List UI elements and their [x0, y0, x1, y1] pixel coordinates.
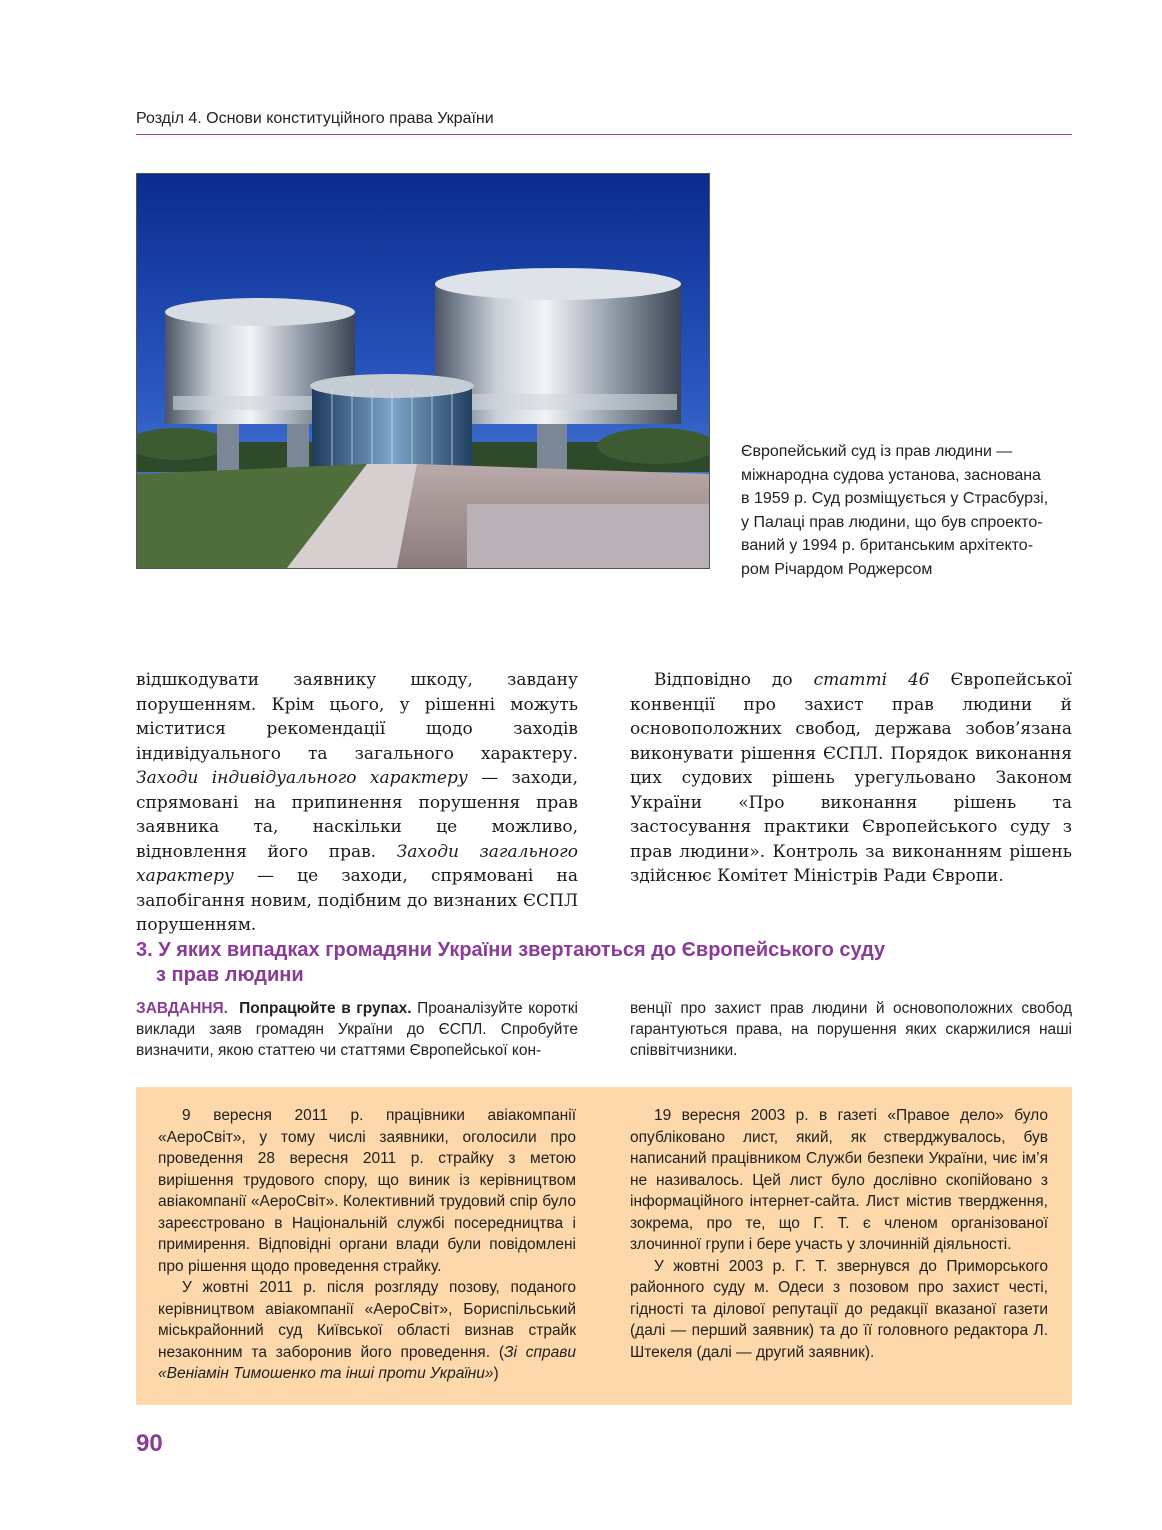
case-summary-right — [630, 1105, 1048, 1363]
task-text-right: венції про захист прав людини й основоположних свобод гарантуються права, на порушення яких скаржилися наші співвітчизники. — [630, 1000, 1072, 1059]
page-number: 90 — [136, 1430, 163, 1457]
body-text: Європейської конвенції про захист прав людини й основоположних свобод, держава зобов’язана виконувати рішення ЄСПЛ. Порядок виконання цих судових рішень урегульовано Законом України «Про виконання рішень та застосування практики Європейського суду з прав людини». Контроль за виконанням рішень здійснює Комітет Міністрів Ради Європи. — [630, 670, 1072, 886]
caption-line: міжнародна судова установа, заснована — [741, 466, 1041, 484]
caption-line: ваний у 1994 р. британським архітекто- — [741, 537, 1034, 554]
case-summaries-box — [136, 1087, 1072, 1405]
caption-line: у Палаці прав людини, що був спроекто- — [741, 513, 1043, 531]
running-header: Розділ 4. Основи конституційного права України — [136, 110, 1072, 135]
section-heading — [136, 938, 1072, 988]
body-text: Відповідно до — [654, 670, 814, 690]
task-instruction: Попрацюйте в групах. — [239, 1000, 412, 1017]
case-source: Зі справи «Веніамін Тимошенко та інші проти України» — [158, 1343, 576, 1382]
task-label: ЗАВДАННЯ. — [136, 1000, 228, 1017]
case-paragraph — [158, 1277, 576, 1385]
caption-line: в 1959 р. Суд розміщується у Страсбурзі, — [741, 490, 1049, 507]
case-text: ) — [493, 1365, 499, 1382]
case-summary-left — [158, 1105, 576, 1385]
case-paragraph: 9 вересня 2011 р. працівники авіакомпанії «АероСвіт», у тому числі заявники, оголосили про проведення 28 вересня 2011 р. страйку з метою вирішення трудового спору, що виник із керівництвом авіакомпанії «АероСвіт». Колективний трудовий спір було зареєстровано в Національній службі посередництва і примирення. Відповідні органи влади були повідомлені про рішення щодо проведення страйку. — [158, 1107, 576, 1275]
caption-line: Європейський суд із прав людини — — [741, 443, 1013, 460]
photo-caption — [741, 440, 1071, 581]
term-article-46: статті 46 — [813, 670, 930, 690]
section-heading-line: з прав людини — [156, 964, 304, 986]
body-text: — це заходи, спрямовані на запобігання новим, подібним до визнаних ЄСПЛ порушенням. — [136, 866, 578, 935]
term-general-measures: Заходи загального характеру — [136, 841, 578, 886]
term-individual-measures: Заходи індивідуального характеру — [136, 768, 468, 788]
body-column-left — [136, 668, 578, 938]
task-text: Проаналізуйте короткі виклади заяв громадян України до ЄСПЛ. Спробуйте визначити, якою статтею чи статтями Європейської кон- — [136, 1000, 578, 1059]
case-text: У жовтні 2011 р. після розгляду позову, поданого керівництвом авіакомпанії «АероСвіт», Бориспільський міськрайонний суд Київської області визнав страйк незаконним та заборонив його проведення. ( — [158, 1279, 576, 1361]
body-text: відшкодувати заявнику шкоду, завдану порушенням. Крім цього, у рішенні можуть міститися рекомендації щодо заходів індивідуального та загального характеру. — [136, 670, 578, 764]
caption-line: ром Річардом Роджерсом — [741, 560, 933, 578]
body-paragraph — [136, 668, 578, 938]
body-text: — заходи, спрямовані на припинення порушення прав заявника та, наскільки це можливо, відновлення його прав. — [136, 768, 578, 862]
court-building-photo — [136, 173, 710, 569]
body-paragraph — [630, 668, 1072, 889]
case-paragraph: 19 вересня 2003 р. в газеті «Правое дело» було опубліковано лист, який, як стверджувалось, був написаний працівником Служби безпеки України, чиє ім’я не називалось. Цей лист було дослівно скопійовано з інформаційного інтернет-сайта. Лист містив твердження, зокрема, про те, що Г. Т. є членом організованої злочинної групи і бере участь у злочинній діяльності. — [630, 1107, 1048, 1253]
body-column-right — [630, 668, 1072, 889]
section-heading-line: 3. У яких випадках громадяни України звертаються до Європейського суду — [136, 939, 886, 961]
case-paragraph: У жовтні 2003 р. Г. Т. звернувся до Приморського районного суду м. Одеси з позовом про захист честі, гідності та ділової репутації до редакції вказаної газети (далі — перший заявник) та до її головного редактора Л. Штекеля (далі — другий заявник). — [630, 1257, 1048, 1361]
task-text-left — [136, 998, 578, 1061]
